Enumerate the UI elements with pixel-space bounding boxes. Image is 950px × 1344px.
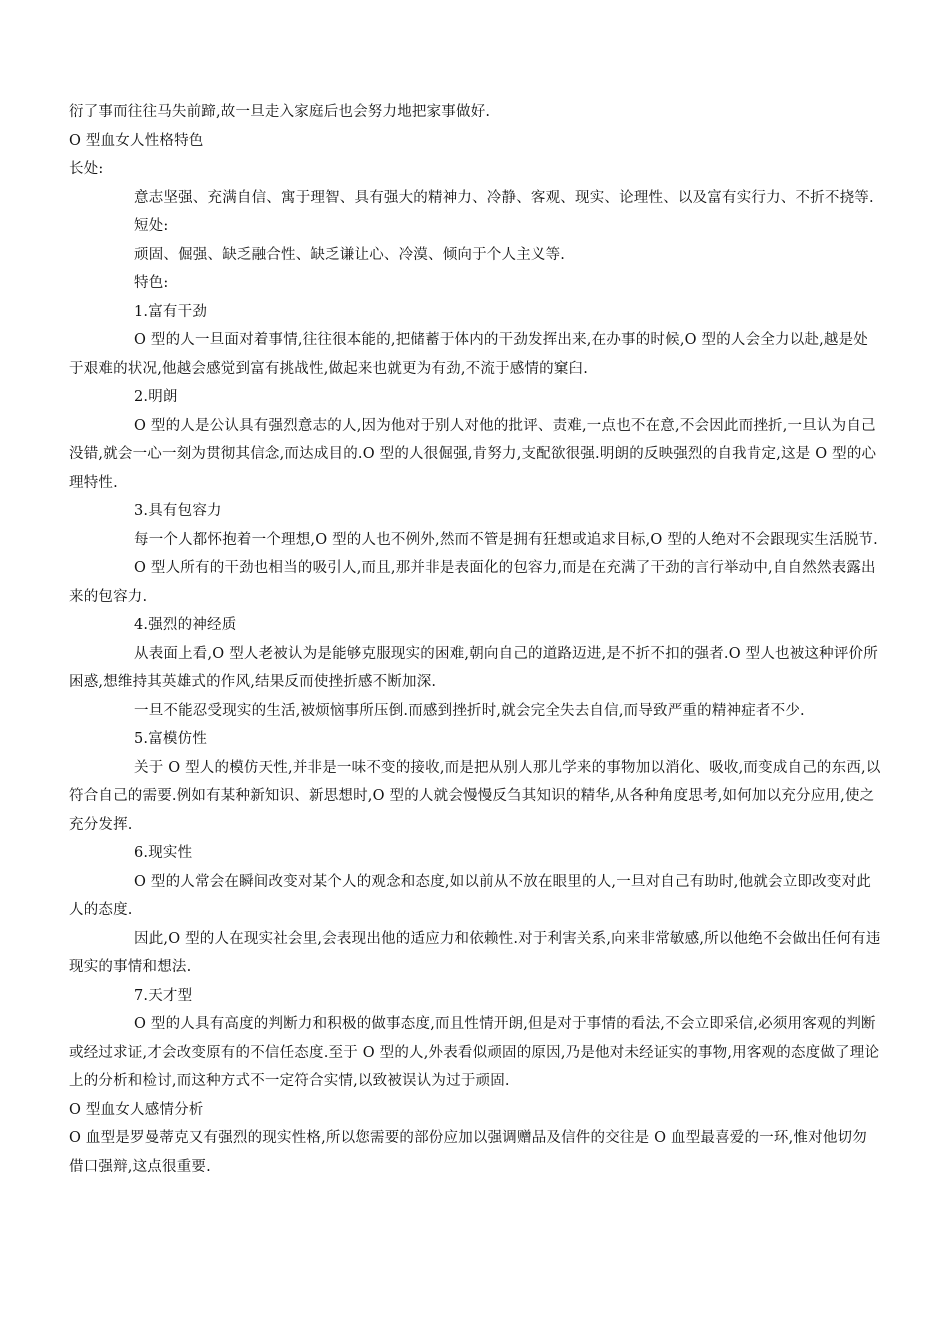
list-item-heading: 6.现实性 — [134, 845, 193, 861]
paragraph: 因此,O 型的人在现实社会里,会表现出他的适应力和依赖性.对于利害关系,向来非常敏感,所以他绝不会做出任何有违现实的事情和想法. — [69, 930, 881, 975]
list-item-heading: 3.具有包容力 — [134, 503, 222, 519]
paragraph: 一旦不能忍受现实的生活,被烦恼事所压倒.而感到挫折时,就会完全失去自信,而导致严重的精神症者不少. — [134, 702, 805, 719]
section-heading-emotion: O 型血女人感情分析 — [69, 1101, 204, 1118]
list-item-heading: 4.强烈的神经质 — [134, 617, 237, 633]
section-heading-personality: O 型血女人性格特色 — [69, 132, 204, 149]
paragraph: 意志坚强、充满自信、寓于理智、具有强大的精神力、冷静、客观、现实、论理性、以及富有实行力、不折不挠等. — [134, 189, 874, 206]
paragraph: 从表面上看,O 型人老被认为是能够克服现实的困难,朝向自己的道路迈进,是不折不扣的强者.O 型人也被这种评价所困惑,想维持其英雄式的作风,结果反而使挫折感不断加深. — [69, 645, 878, 690]
subheading-strengths: 长处: — [69, 161, 104, 177]
paragraph: 顽固、倔强、缺乏融合性、缺乏谦让心、冷漠、倾向于个人主义等. — [134, 246, 566, 263]
paragraph: O 型的人一旦面对着事情,往往很本能的,把储蓄于体内的干劲发挥出来,在办事的时候,O 型的人会全力以赴,越是处于艰难的状况,他越会感觉到富有挑战性,做起来也就更为有劲,不流于感情的窠臼. — [69, 332, 869, 377]
list-item-heading: 7.天才型 — [134, 987, 193, 1004]
paragraph: 关于 O 型人的模仿天性,并非是一味不变的接收,而是把从别人那儿学来的事物加以消化、吸收,而变成自己的东西,以符合自己的需要.例如有某种新知识、新思想时,O 型的人就会慢慢反刍其知识的精华,从各种角度思考,如何加以充分应用,使之充分发挥. — [69, 759, 881, 833]
paragraph: O 型的人是公认具有强烈意志的人,因为他对于别人对他的批评、责难,一点也不在意,不会因此而挫折,一旦认为自己没错,就会一心一刻为贯彻其信念,而达成目的.O 型的人很倔强,肯努力,支配欲很强.明朗的反映强烈的自我肯定,这是 O 型的心理特性. — [69, 417, 877, 491]
subheading-traits: 特色: — [134, 275, 169, 291]
list-item-heading: 5.富模仿性 — [134, 731, 208, 747]
list-item-heading: 2.明朗 — [134, 389, 178, 405]
paragraph: O 型的人常会在瞬间改变对某个人的观念和态度,如以前从不放在眼里的人,一旦对自己有助时,他就会立即改变对此人的态度. — [69, 873, 871, 918]
paragraph: 衍了事而往往马失前蹄,故一旦走入家庭后也会努力地把家事做好. — [69, 104, 491, 120]
list-item-heading: 1.富有干劲 — [134, 303, 208, 320]
subheading-weaknesses: 短处: — [134, 218, 169, 234]
paragraph: 每一个人都怀抱着一个理想,O 型的人也不例外,然而不管是拥有狂想或追求目标,O 型的人绝对不会跟现实生活脱节. — [134, 531, 878, 548]
document-body — [69, 98, 881, 1181]
paragraph: O 型人所有的干劲也相当的吸引人,而且,那并非是表面化的包容力,而是在充满了干劲的言行举动中,自自然然表露出来的包容力. — [69, 560, 876, 605]
paragraph: O 血型是罗曼蒂克又有强烈的现实性格,所以您需要的部份应加以强调赠品及信件的交往是 O 血型最喜爱的一环,惟对他切勿借口强辩,这点很重要. — [69, 1130, 867, 1175]
paragraph: O 型的人具有高度的判断力和积极的做事态度,而且性情开朗,但是对于事情的看法,不会立即采信,必须用客观的判断或经过求证,才会改变原有的不信任态度.至于 O 型的人,外表看似顽固的原因,乃是他对未经证实的事物,用客观的态度做了理论上的分析和检讨,而这种方式不一定符合实情,以致被误认为过于顽固. — [69, 1016, 880, 1089]
